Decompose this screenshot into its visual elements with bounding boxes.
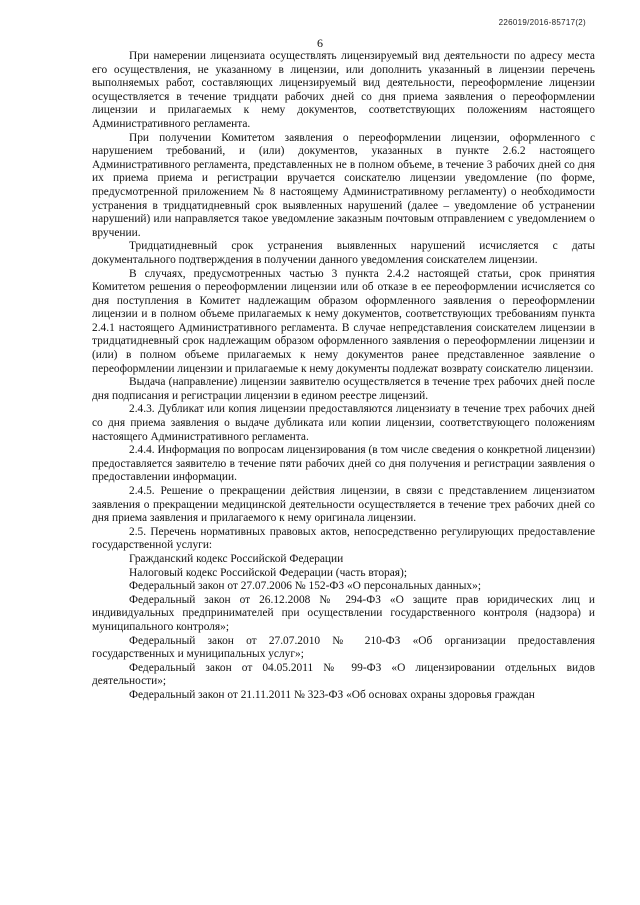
document-body [92, 50, 595, 703]
paragraph: Федеральный закон от 21.11.2011 № 323-ФЗ «Об основах охраны здоровья граждан [129, 688, 535, 701]
paragraph: 2.5. Перечень нормативных правовых актов, непосредственно регулирующих предоставление государственной услуги: [92, 525, 595, 552]
paragraph: Федеральный закон от 26.12.2008 № 294-ФЗ «О защите прав юридических лиц и индивидуальных предпринимателей при осуществлении государственного контроля (надзора) и муниципального контроля»; [92, 593, 595, 633]
paragraph: 2.4.5. Решение о прекращении действия лицензии, в связи с представлением лицензиатом заявления о прекращении медицинской деятельности осуществляется в течение трех рабочих дней со дня приема заявления и прилагаемого к нему оригинала лицензии. [92, 485, 595, 525]
paragraph: Выдача (направление) лицензии заявителю осуществляется в течение трех рабочих дней после дня подписания и регистрации лицензии в едином реестре лицензий. [92, 376, 595, 402]
page-number: 6 [317, 36, 323, 50]
document-number: 226019/2016-85717(2) [498, 18, 586, 27]
paragraph: Федеральный закон от 04.05.2011 № 99-ФЗ «О лицензировании отдельных видов деятельности»; [92, 661, 595, 688]
paragraph: 2.4.4. Информация по вопросам лицензирования (в том числе сведения о конкретной лицензии) предоставляется заявителю в течение пяти рабочих дней со дня получения и регистрации заявления о предоставлении информации. [92, 444, 595, 484]
paragraph: При получении Комитетом заявления о переоформлении лицензии, оформленного с нарушением требований, и (или) документов, указанных в пункте 2.6.2 настоящего Административного регламента, представленных не в полном объеме, в течение 3 рабочих дней со дня их приема приема и регистрации вручается соискателю лицензии уведомление (по форме, предусмотренной приложением № 8 настоящему Административному регламенту) о необходимости устранения в тридцатидневный срок выявленных нарушений (далее – уведомление об устранении нарушений) или направляется такое уведомление заказным почтовым отправлением с уведомлением о вручении. [92, 131, 595, 239]
paragraph: Федеральный закон от 27.07.2010 № 210-ФЗ «Об организации предоставления государственных и муниципальных услуг»; [92, 634, 595, 661]
paragraph: Гражданский кодекс Российской Федерации [129, 552, 344, 565]
paragraph: Федеральный закон от 27.07.2006 № 152-ФЗ «О персональных данных»; [129, 580, 481, 593]
paragraph: Тридцатидневный срок устранения выявленных нарушений исчисляется с даты документального подтверждения в получении данного уведомления соискателем лицензии. [92, 240, 595, 266]
paragraph: Налоговый кодекс Российской Федерации (часть вторая); [129, 566, 407, 579]
paragraph: 2.4.3. Дубликат или копия лицензии предоставляются лицензиату в течение трех рабочих дней со дня приема заявления о выдаче дубликата или копии лицензии, соответствующего положениям настоящего Административного регламента. [92, 403, 595, 443]
paragraph: В случаях, предусмотренных частью 3 пункта 2.4.2 настоящей статьи, срок принятия Комитетом решения о переоформлении лицензии или об отказе в ее переоформлении исчисляется со дня поступления в Комитет надлежащим образом оформленного заявления о переоформлении лицензии и в полном объеме прилагаемых к нему документов, соответствующих требованиям пункта 2.4.1 настоящего Административного регламента. В случае непредставления соискателем лицензии в тридцатидневный срок надлежащим образом оформленного заявления о переоформлении лицензии и (или) в полном объеме прилагаемых к нему документов ранее представленное заявление о переоформлении лицензии и прилагаемые к нему документы подлежат возврату соискателю лицензии. [92, 267, 595, 375]
paragraph: При намерении лицензиата осуществлять лицензируемый вид деятельности по адресу места его осуществления, не указанному в лицензии, или дополнить указанный в лицензии перечень выполняемых работ, составляющих лицензируемый вид деятельности, переоформление лицензии осуществляется в течение тридцати рабочих дней со дня приема заявления о переоформлении лицензии и прилагаемых к нему документов, соответствующих положениям настоящего Административного регламента. [92, 50, 595, 130]
